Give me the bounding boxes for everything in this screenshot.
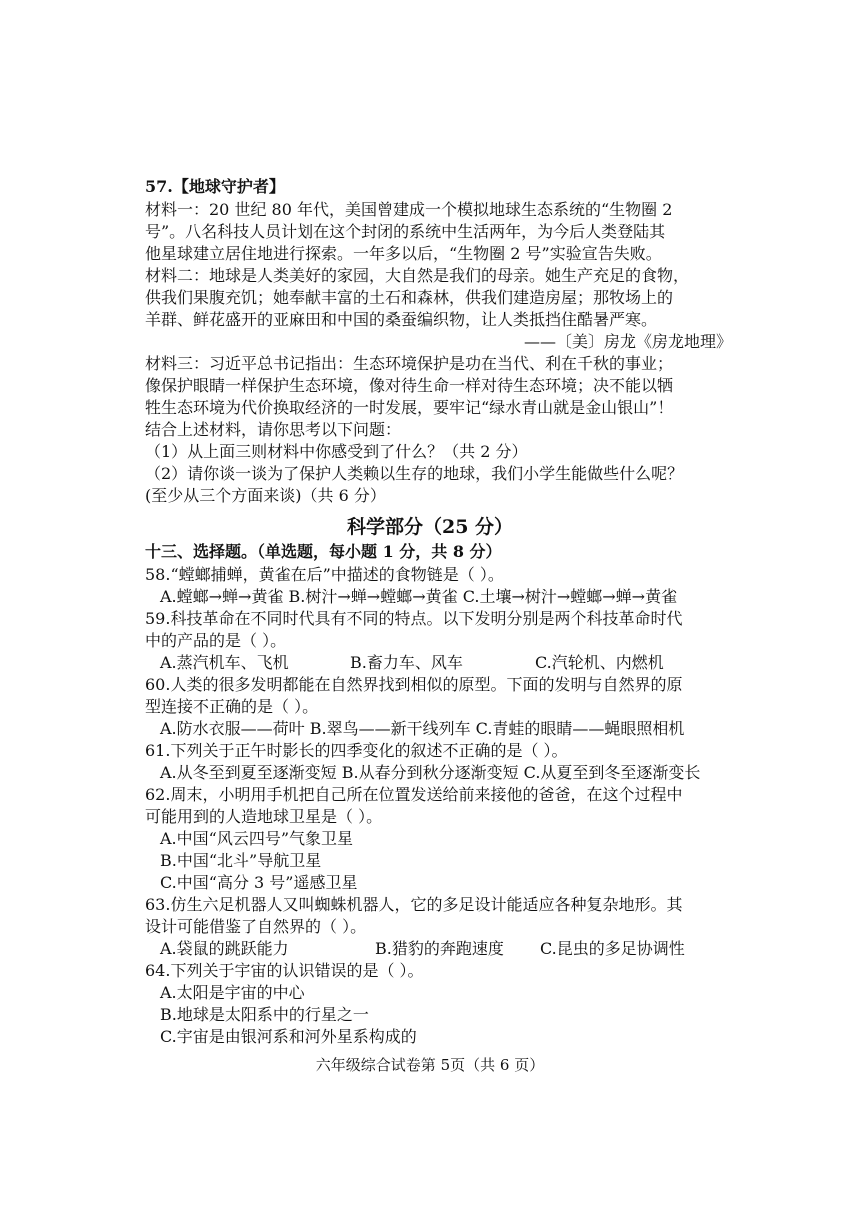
q62-option-a: A.中国“风云四号”气象卫星 (160, 829, 354, 848)
q63-option-c: C.昆虫的多足协调性 (540, 939, 685, 958)
q62-stem-line2: 可能用到的人造地球卫星是（ ）。 (145, 807, 383, 826)
q63-stem-line1: 63.仿生六足机器人又叫蜘蛛机器人，它的多足设计能适应各种复杂地形。其 (145, 895, 683, 914)
q57-sub1: （1）从上面三则材料中你感受到了什么？（共 2 分） (145, 442, 528, 461)
choice-part-title: 十三、选择题。（单选题，每小题 1 分，共 8 分） (145, 542, 502, 561)
science-section-title: 科学部分（25 分） (346, 516, 514, 538)
q59-option-a: A.蒸汽机车、飞机 (160, 653, 289, 672)
q62-stem-line1: 62.周末，小明用手机把自己所在位置发送给前来接他的爸爸，在这个过程中 (145, 785, 683, 804)
q63-option-a: A.袋鼠的跳跃能力 (160, 939, 289, 958)
q58-options: A.螳螂→蝉→黄雀 B.树汁→蝉→螳螂→黄雀 C.土壤→树汁→螳螂→蝉→黄雀 (160, 587, 678, 606)
q57-material3-line1: 材料三：习近平总书记指出：生态环境保护是功在当代、利在千秋的事业； (145, 354, 674, 373)
q61-stem: 61.下列关于正午时影长的四季变化的叙述不正确的是（ ）。 (145, 741, 568, 760)
q57-material2-line2: 供我们果腹充饥；她奉献丰富的土石和森林，供我们建造房屋；那牧场上的 (145, 288, 674, 307)
q59-stem-line1: 59.科技革命在不同时代具有不同的特点。以下发明分别是两个科技革命时代 (145, 609, 683, 628)
q59-options (160, 652, 760, 674)
q64-option-a: A.太阳是宇宙的中心 (160, 983, 305, 1002)
q57-material1-line2: 号”。八名科技人员计划在这个封闭的系统中生活两年，为今后人类登陆其 (145, 222, 666, 241)
q62-option-c: C.中国“高分 3 号”遥感卫星 (160, 873, 358, 892)
q64-option-c: C.宇宙是由银河系和河外星系构成的 (160, 1027, 417, 1046)
q57-material3-line3: 牲生态环境为代价换取经济的一时发展，要牢记“绿水青山就是金山银山”！ (145, 398, 674, 417)
q63-stem-line2: 设计可能借鉴了自然界的（ ）。 (145, 917, 367, 936)
q58-stem: 58.“螳螂捕蝉，黄雀在后”中描述的食物链是（ ）。 (145, 565, 504, 584)
q60-options: A.防水衣服——荷叶 B.翠鸟——新干线列车 C.青蛙的眼睛——蝇眼照相机 (160, 719, 685, 738)
q57-material1-line1: 材料一：20 世纪 80 年代，美国曾建成一个模拟地球生态系统的“生物圈 2 (145, 200, 673, 219)
q57-sub2-line1: （2）请你谈一谈为了保护人类赖以生存的地球，我们小学生能做些什么呢？ (145, 464, 684, 483)
q57-material2-line1: 材料二：地球是人类美好的家园，大自然是我们的母亲。她生产充足的食物， (145, 266, 690, 285)
q62-option-b: B.中国“北斗”导航卫星 (160, 851, 322, 870)
q57-title: 57.【地球守护者】 (145, 177, 285, 196)
q64-stem: 64.下列关于宇宙的认识错误的是（ ）。 (145, 961, 424, 980)
q57-material2-source: ——〔美〕房龙《房龙地理》 (523, 332, 732, 351)
q57-material2-line3: 羊群、鲜花盛开的亚麻田和中国的桑蚕编织物，让人类抵挡住酷暑严寒。 (145, 310, 658, 329)
q60-stem-line2: 型连接不正确的是（ ）。 (145, 697, 319, 716)
q59-stem-line2: 中的产品的是（ ）。 (145, 631, 287, 650)
q57-sub2-line2: (至少从三个方面来谈)（共 6 分） (145, 486, 386, 505)
q57-material1-line3: 他星球建立居住地进行探索。一年多以后，“生物圈 2 号”实验宣告失败。 (145, 244, 662, 263)
q59-option-b: B.畜力车、风车 (350, 653, 463, 672)
q61-options: A.从冬至到夏至逐渐变短 B.从春分到秋分逐渐变短 C.从夏至到冬至逐渐变长 (160, 763, 701, 782)
q63-option-b: B.猎豹的奔跑速度 (375, 939, 504, 958)
page-footer: 六年级综合试卷第 5页（共 6 页） (315, 1056, 545, 1074)
q57-material3-line2: 像保护眼睛一样保护生态环境，像对待生命一样对待生态环境；决不能以牺 (145, 376, 674, 395)
q63-options (160, 938, 760, 960)
q59-option-c: C.汽轮机、内燃机 (535, 653, 664, 672)
q64-option-b: B.地球是太阳系中的行星之一 (160, 1005, 369, 1024)
q57-prompt: 结合上述材料，请你思考以下问题： (145, 420, 402, 439)
q60-stem-line1: 60.人类的很多发明都能在自然界找到相似的原型。下面的发明与自然界的原 (145, 675, 683, 694)
